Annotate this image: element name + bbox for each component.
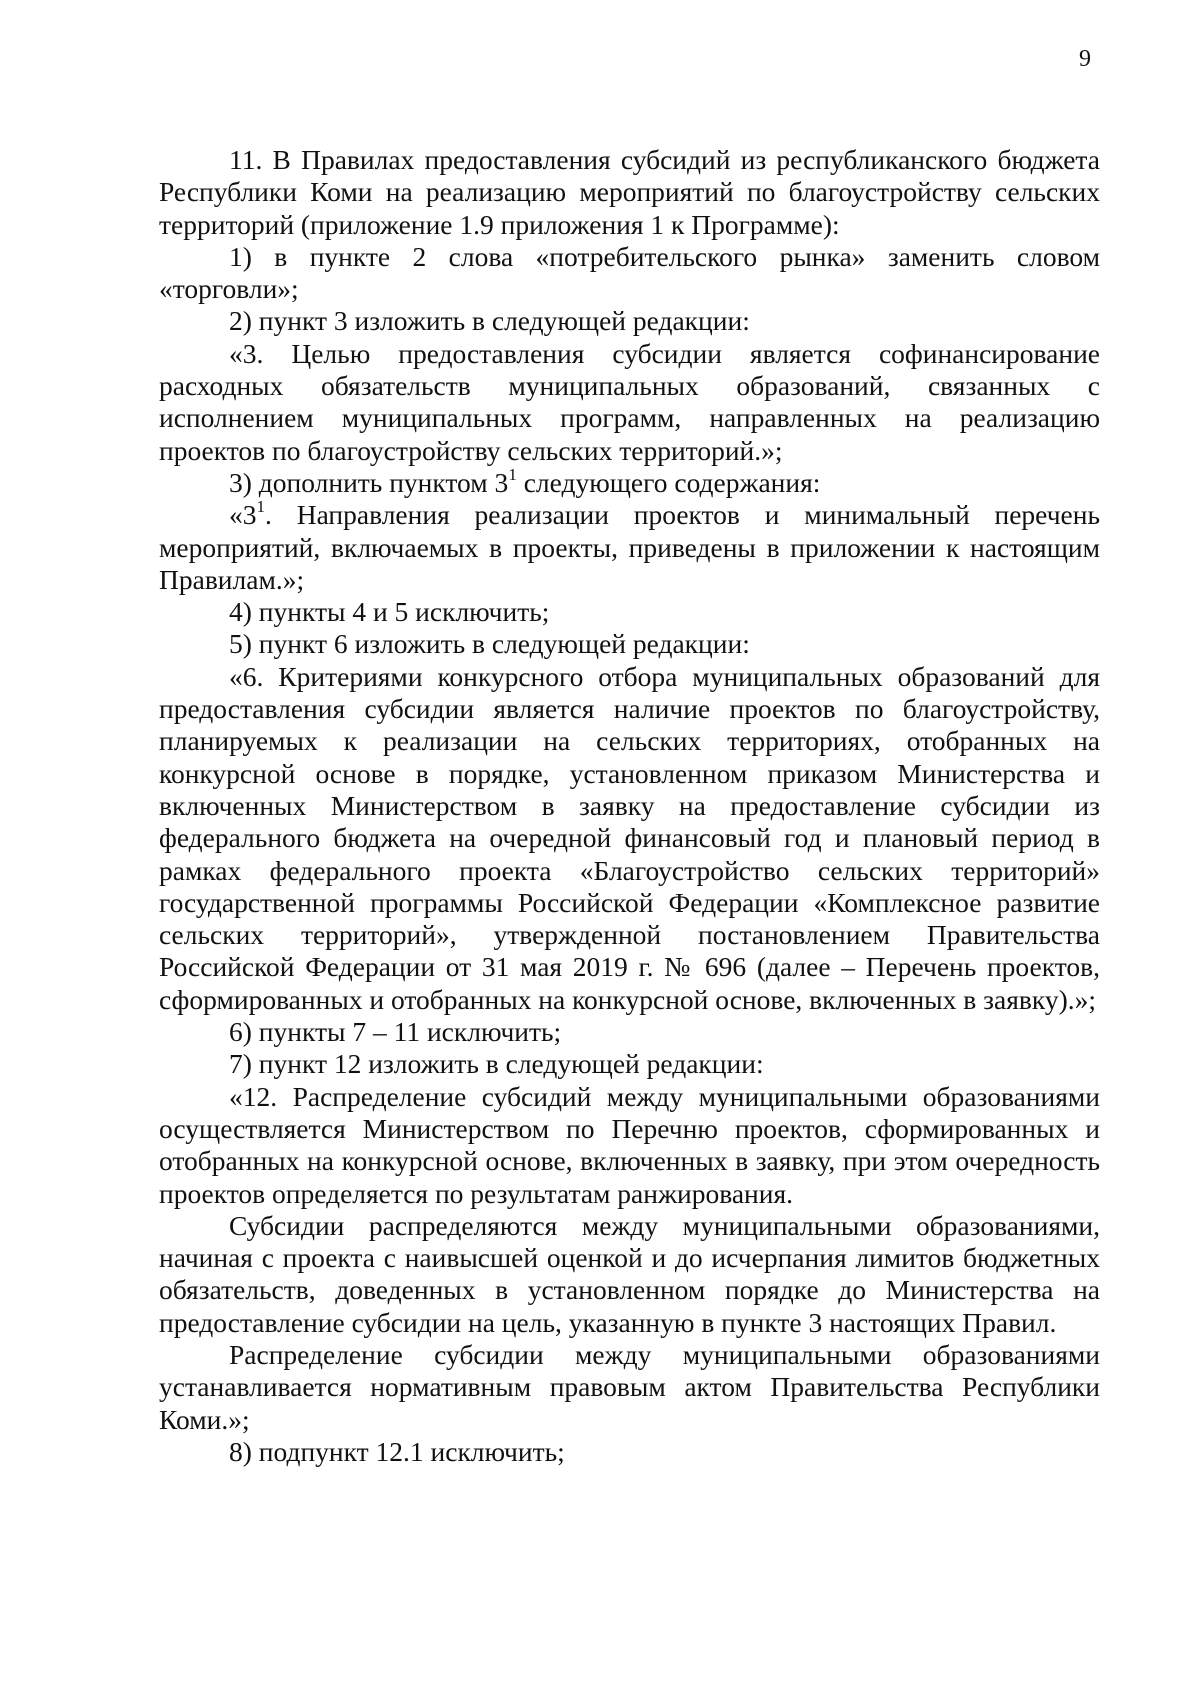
paragraph-subitem-5: 5) пункт 6 изложить в следующей редакции: [229, 628, 750, 660]
paragraph-clause-3-1-before: «3 [229, 499, 257, 531]
paragraph-item-11-heading: 11. В Правилах предоставления субсидий из республиканского бюджета Республики Коми на реализацию мероприятий по благоустройству сельских территорий (приложение 1.9 приложения 1 к Программе): [159, 144, 1100, 240]
paragraph-subitem-3-before: 3) дополнить пунктом 3 [229, 466, 509, 498]
paragraph-subitem-7: 7) пункт 12 изложить в следующей редакции: [229, 1048, 764, 1080]
paragraph-subitem-2: 2) пункт 3 изложить в следующей редакции: [229, 305, 750, 337]
document-body [159, 144, 1100, 1468]
paragraph-clause-12-distribution: Распределение субсидии между муниципальными образованиями устанавливается нормативным правовым актом Правительства Республики Коми.»; [159, 1338, 1100, 1435]
paragraph-subitem-1: 1) в пункте 2 слова «потребительского рынка» заменить словом «торговли»; [159, 240, 1100, 305]
paragraph-subitem-6: 6) пункты 7 – 11 исключить; [229, 1016, 562, 1048]
paragraph-subitem-4: 4) пункты 4 и 5 исключить; [229, 596, 550, 628]
superscript-index: 1 [256, 497, 266, 517]
page-number: 9 [1079, 46, 1091, 72]
paragraph-subitem-3-after: следующего содержания: [516, 466, 821, 498]
paragraph-clause-3-1 [159, 499, 1100, 596]
paragraph-clause-12: «12. Распределение субсидий между муниципальными образованиями осуществляется Министерством по Перечню проектов, сформированных и отобранных на конкурсной основе, включенных в заявку, при этом очередность проектов определяется по результатам ранжирования. [159, 1080, 1100, 1209]
superscript-index: 1 [508, 465, 517, 485]
paragraph-subitem-8: 8) подпункт 12.1 исключить; [229, 1435, 565, 1467]
paragraph-subitem-3 [159, 467, 1100, 499]
paragraph-clause-3: «3. Целью предоставления субсидии является софинансирование расходных обязательств муниципальных образований, связанных с исполнением муниципальных программ, направленных на реализацию проектов по благоустройству сельских территорий.»; [159, 337, 1100, 466]
paragraph-clause-12-subsidies: Субсидии распределяются между муниципальными образованиями, начиная с проекта с наивысшей оценкой и до исчерпания лимитов бюджетных обязательств, доведенных в установленном порядке до Министерства на предоставление субсидии на цель, указанную в пункте 3 настоящих Правил. [159, 1209, 1100, 1338]
paragraph-clause-6: «6. Критериями конкурсного отбора муниципальных образований для предоставления субсидии является наличие проектов по благоустройству, планируемых к реализации на сельских территориях, отобранных на конкурсной основе в порядке, установленном приказом Министерства и включенных Министерством в заявку на предоставление субсидии из федерального бюджета на очередной финансовый год и плановый период в рамках федерального проекта «Благоустройство сельских территорий» государственной программы Российской Федерации «Комплексное развитие сельских территорий», утвержденной постановлением Правительства Российской Федерации от 31 мая 2019 г. № 696 (далее – Перечень проектов, сформированных и отобранных на конкурсной основе, включенных в заявку).»; [159, 660, 1100, 1015]
paragraph-clause-3-1-after: . Направления реализации проектов и минимальный перечень мероприятий, включаемых в проекты, приведены в приложении к настоящим Правилам.»; [159, 499, 1100, 595]
